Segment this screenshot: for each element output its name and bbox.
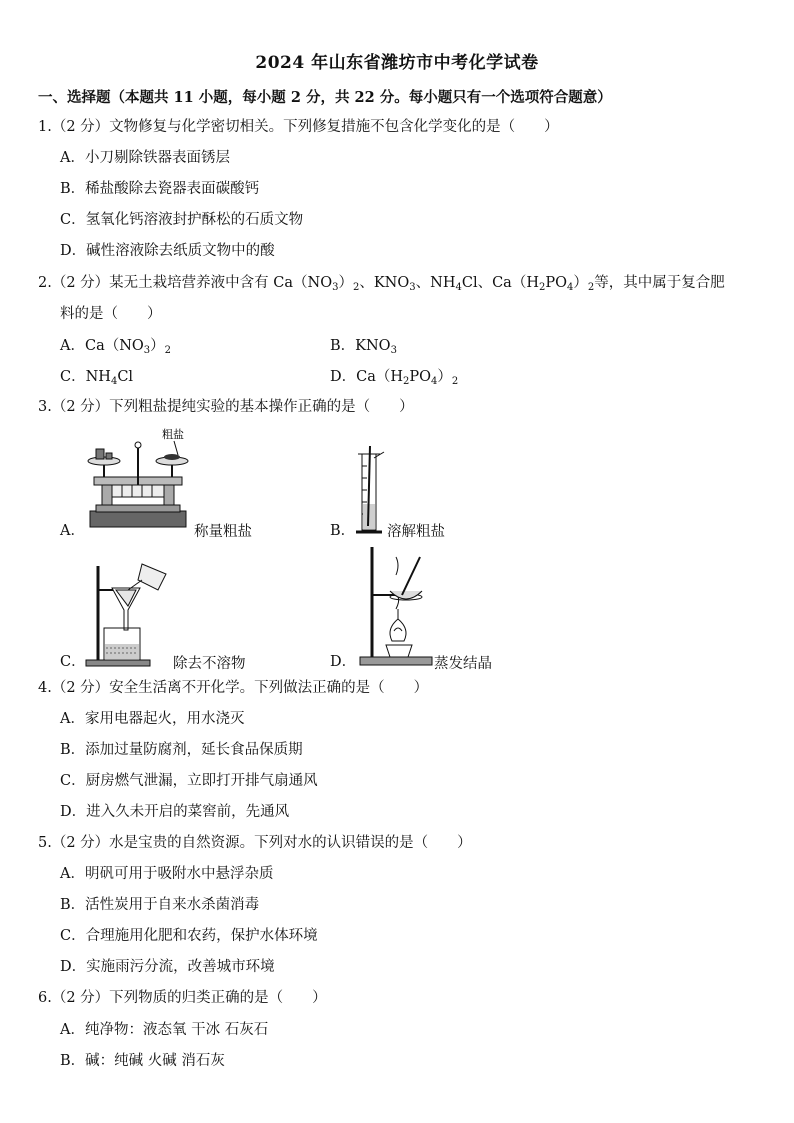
q3-option-c-letter[interactable]: C．: [60, 654, 86, 670]
q3-stem: 3.（2 分）下列粗盐提纯实验的基本操作正确的是（ ）: [38, 399, 414, 415]
q2-option-c[interactable]: C．$NH_4Cl$: [60, 369, 134, 387]
q6-option-a[interactable]: A．纯净物：液态氧 干冰 石灰石: [60, 1022, 269, 1038]
q3-option-d-caption: 蒸发结晶: [434, 656, 492, 672]
q6-stem: 6.（2 分）下列物质的归类正确的是（ ）: [38, 990, 327, 1006]
q5-option-b[interactable]: B．活性炭用于自来水杀菌消毒: [60, 897, 260, 913]
filtration-diagram: [82, 560, 174, 670]
salt-label: 粗盐: [162, 428, 184, 441]
q1-option-a[interactable]: A．小刀剔除铁器表面锈层: [60, 150, 230, 166]
evaporation-diagram: [356, 545, 436, 669]
q2-option-d[interactable]: D．$Ca(H_2PO_4)_2$: [330, 369, 459, 387]
q5-option-d[interactable]: D．实施雨污分流，改善城市环境: [60, 959, 275, 975]
q4-option-b[interactable]: B．添加过量防腐剂，延长食品保质期: [60, 742, 303, 758]
q5-option-c[interactable]: C．合理施用化肥和农药，保护水体环境: [60, 928, 318, 944]
page-title: 2024 年山东省潍坊市中考化学试卷: [255, 53, 539, 73]
cylinder-diagram: [354, 446, 388, 538]
q4-option-d[interactable]: D．进入久未开启的菜窖前，先通风: [60, 804, 290, 820]
q6-option-b[interactable]: B．碱：纯碱 火碱 消石灰: [60, 1053, 225, 1069]
q3-option-b-caption: 溶解粗盐: [387, 524, 445, 540]
balance-diagram: [82, 425, 194, 537]
q5-stem: 5.（2 分）水是宝贵的自然资源。下列对水的认识错误的是（ ）: [38, 835, 472, 851]
q2-option-a[interactable]: A．$Ca(NO_3)_2$: [60, 338, 172, 356]
q1-option-d[interactable]: D．碱性溶液除去纸质文物中的酸: [60, 243, 275, 259]
q1-stem: 1.（2 分）文物修复与化学密切相关。下列修复措施不包含化学变化的是（ ）: [38, 119, 559, 135]
q4-stem: 4.（2 分）安全生活离不开化学。下列做法正确的是（ ）: [38, 680, 429, 696]
q4-option-a[interactable]: A．家用电器起火，用水浇灭: [60, 711, 245, 727]
q1-option-b[interactable]: B．稀盐酸除去瓷器表面碳酸钙: [60, 181, 260, 197]
q1-option-c[interactable]: C．氢氧化钙溶液封护酥松的石质文物: [60, 212, 304, 228]
q3-option-d-letter[interactable]: D．: [330, 654, 357, 670]
q3-option-a-caption: 称量粗盐: [194, 524, 252, 540]
q2-stem-continued: 料的是（ ）: [60, 306, 162, 322]
q4-option-c[interactable]: C．厨房燃气泄漏，立即打开排气扇通风: [60, 773, 318, 789]
q5-option-a[interactable]: A．明矾可用于吸附水中悬浮杂质: [60, 866, 274, 882]
q2-option-b[interactable]: B．$KNO_3$: [330, 338, 397, 356]
section-heading: 一、选择题（本题共 11 小题，每小题 2 分，共 22 分。每小题只有一个选项符合题意）: [38, 89, 612, 106]
q3-option-c-caption: 除去不溶物: [173, 656, 246, 672]
q3-option-a-letter[interactable]: A．: [60, 523, 85, 539]
q3-option-b-letter[interactable]: B．: [330, 523, 356, 539]
q2-stem: 2.（2 分）某无土栽培营养液中含有 $Ca(NO_3)_2$、$KNO_3$、$NH_4Cl$、$Ca(H_2PO_4)_2$等，其中属于复合肥: [38, 275, 725, 293]
